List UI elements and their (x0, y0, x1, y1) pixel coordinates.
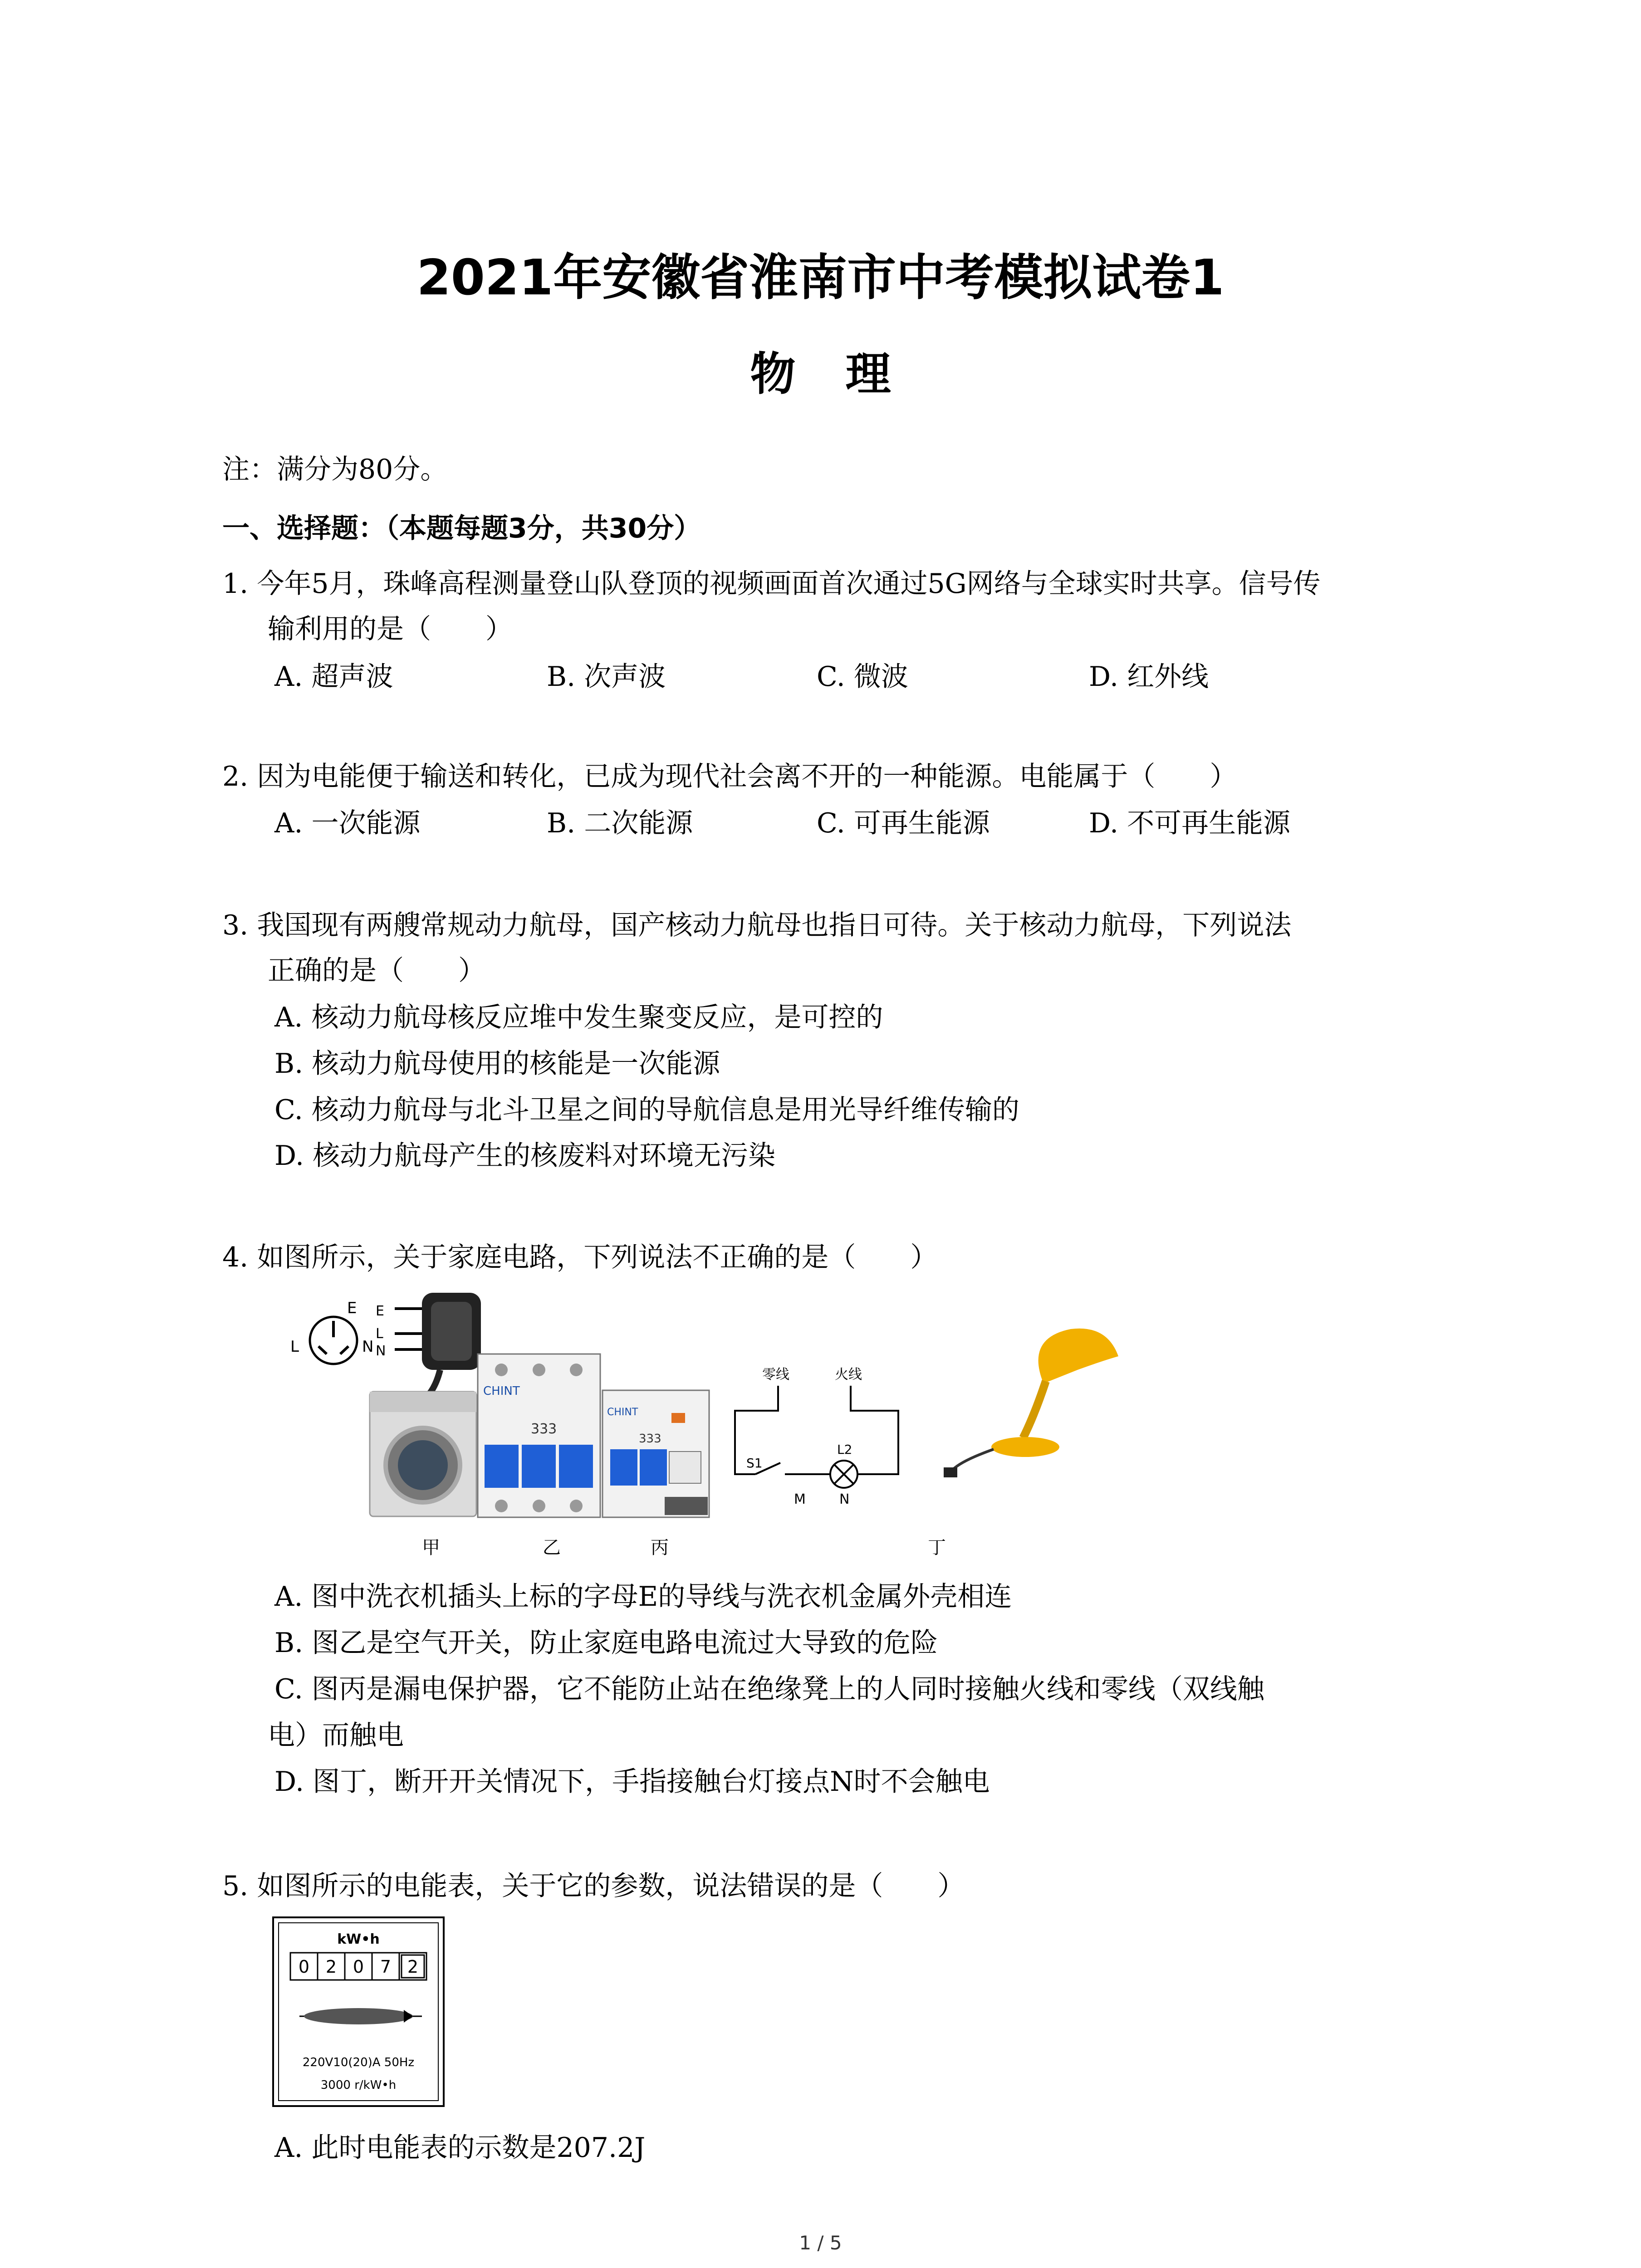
q2-option-b[interactable]: B. 二次能源 (547, 807, 693, 839)
q1-stem-line1: 1. 今年5月，珠峰高程测量登山队登顶的视频画面首次通过5G网络与全球实时共享。信号传 (222, 568, 1321, 600)
point-m-label: M (794, 1491, 806, 1507)
q3-option-a[interactable]: A. 核动力航母核反应堆中发生聚变反应，是可控的 (274, 1002, 883, 1033)
svg-text:N: N (376, 1343, 386, 1359)
subject-title: 物理 (750, 347, 941, 401)
q4-option-d[interactable]: D. 图丁，断开开关情况下，手指接触台灯接点N时不会触电 (274, 1766, 990, 1798)
meter-digit-5: 2 (407, 1957, 419, 1977)
caption-ding: 丁 (928, 1537, 946, 1556)
q2-stem: 2. 因为电能便于输送和转化，已成为现代社会离不开的一种能源。电能属于（ ） (222, 761, 1237, 792)
svg-text:L: L (376, 1326, 383, 1342)
q4-option-c[interactable]: C. 图丙是漏电保护器，它不能防止站在绝缘凳上的人同时接触火线和零线（双线触 (274, 1673, 1264, 1705)
q2-option-d[interactable]: D. 不可再生能源 (1089, 807, 1291, 839)
q1-options (0, 659, 1641, 695)
energy-meter-figure (272, 1916, 445, 2107)
q5-stem: 5. 如图所示的电能表，关于它的参数，说法错误的是（ ） (222, 1870, 965, 1902)
q4-option-b[interactable]: B. 图乙是空气开关，防止家庭电路电流过大导致的危险 (274, 1627, 938, 1659)
q1-option-c[interactable]: C. 微波 (817, 661, 908, 693)
q3-stem-line2: 正确的是（ ） (268, 955, 485, 987)
q2-options (0, 805, 1641, 841)
q2-option-a[interactable]: A. 一次能源 (274, 807, 421, 839)
q1-stem-line2: 输利用的是（ ） (268, 613, 513, 645)
q4-figure (254, 1284, 1161, 1556)
socket-label-e: E (347, 1299, 357, 1317)
desk-lamp-icon (944, 1329, 1118, 1477)
q4-option-a[interactable]: A. 图中洗衣机插头上标的字母E的导线与洗衣机金属外壳相连 (274, 1581, 1012, 1613)
q4-option-c-cont: 电）而触电 (268, 1720, 404, 1751)
washing-machine-icon (370, 1392, 476, 1516)
score-note: 注：满分为80分。 (222, 454, 448, 485)
page-number: 1 / 5 (799, 2232, 842, 2254)
caption-yi: 乙 (543, 1537, 561, 1556)
svg-text:E: E (376, 1303, 384, 1319)
q5-option-a[interactable]: A. 此时电能表的示数是207.2J (274, 2132, 646, 2164)
meter-spec-rating: 220V10(20)A 50Hz (302, 2056, 415, 2069)
meter-digit-4: 7 (380, 1957, 392, 1977)
neutral-label: 零线 (762, 1367, 789, 1383)
meter-spec-constant: 3000 r/kW•h (320, 2078, 397, 2092)
svg-text:333: 333 (639, 1432, 661, 1446)
svg-text:333: 333 (531, 1421, 557, 1437)
lamp-label: L2 (837, 1442, 852, 1457)
caption-jia: 甲 (422, 1537, 440, 1556)
meter-digit-3: 0 (353, 1957, 364, 1977)
q2-option-c[interactable]: C. 可再生能源 (817, 807, 990, 839)
switch-label: S1 (746, 1456, 763, 1471)
svg-text:CHINT: CHINT (607, 1407, 638, 1418)
section-heading: 一、选择题：（本题每题3分，共30分） (222, 513, 701, 544)
q3-option-c[interactable]: C. 核动力航母与北斗卫星之间的导航信息是用光导纤维传输的 (274, 1094, 1019, 1126)
socket-label-n: N (362, 1338, 374, 1356)
q4-stem: 4. 如图所示，关于家庭电路，下列说法不正确的是（ ） (222, 1242, 938, 1273)
q1-option-d[interactable]: D. 红外线 (1089, 661, 1209, 693)
q3-option-d[interactable]: D. 核动力航母产生的核废料对环境无污染 (274, 1140, 776, 1172)
point-n-label: N (839, 1491, 850, 1507)
circuit-diagram (735, 1367, 898, 1507)
live-label: 火线 (835, 1367, 862, 1383)
q1-option-b[interactable]: B. 次声波 (547, 661, 666, 693)
leakage-protector-icon (603, 1390, 709, 1517)
meter-digit-1: 0 (298, 1957, 310, 1977)
q1-option-a[interactable]: A. 超声波 (274, 661, 393, 693)
meter-digit-2: 2 (325, 1957, 337, 1977)
socket-label-l: L (290, 1338, 299, 1356)
plug-icon (376, 1293, 481, 1397)
q3-option-b[interactable]: B. 核动力航母使用的核能是一次能源 (274, 1048, 720, 1080)
meter-unit: kW•h (337, 1931, 380, 1947)
svg-text:CHINT: CHINT (483, 1384, 520, 1398)
caption-bing: 丙 (651, 1537, 669, 1556)
socket-symbol-icon (290, 1299, 373, 1364)
q3-stem-line1: 3. 我国现有两艘常规动力航母，国产核动力航母也指日可待。关于核动力航母，下列说法 (222, 909, 1292, 941)
air-switch-icon (478, 1354, 600, 1517)
exam-title: 2021年安徽省淮南市中考模拟试卷1 (416, 249, 1225, 306)
